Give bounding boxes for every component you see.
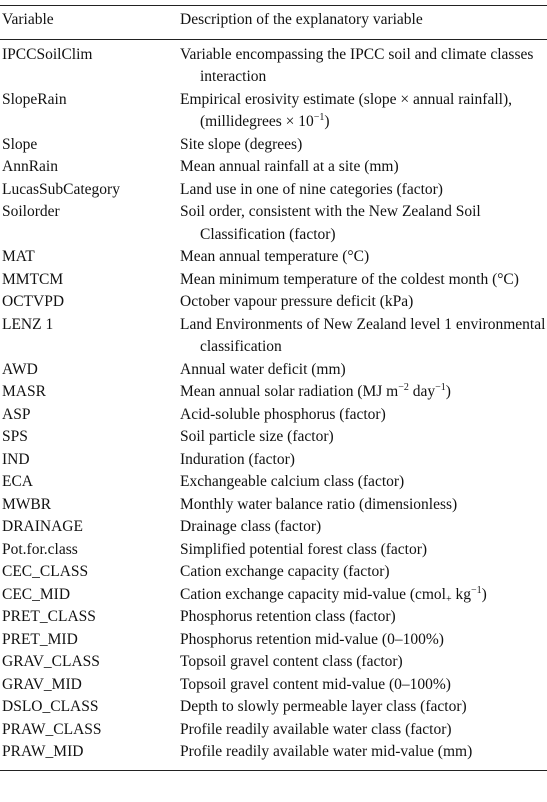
variable-name: MASR	[2, 383, 46, 400]
table-row	[0, 561, 547, 584]
table-row	[0, 314, 547, 359]
variable-description: Topsoil gravel content mid-value (0–100%)	[180, 675, 451, 693]
table-row	[0, 741, 547, 770]
table-row	[0, 269, 547, 292]
table-row	[0, 426, 547, 449]
variable-description: Depth to slowly permeable layer class (factor)	[180, 698, 467, 715]
variable-name: CEC_MID	[2, 585, 71, 603]
variable-description: Variable encompassing the IPCC soil and climate classes interaction	[180, 45, 534, 85]
variable-description: Mean minimum temperature of the coldest month (°C)	[180, 270, 519, 288]
variable-name: ASP	[2, 405, 31, 423]
variable-name: Soilorder	[2, 203, 60, 220]
variable-description: Phosphorus retention mid-value (0–100%)	[180, 630, 444, 648]
variable-name: CEC_CLASS	[2, 563, 89, 580]
variable-name: Slope	[2, 135, 38, 153]
variable-name: SPS	[2, 428, 28, 445]
variable-description: Exchangeable calcium class (factor)	[180, 473, 405, 490]
variable-name: IPCCSoilClim	[2, 45, 93, 63]
variable-name: AnnRain	[2, 158, 58, 175]
variable-description: Profile readily available water mid-value (mm)	[180, 741, 547, 770]
table-row	[0, 606, 547, 629]
variable-name: ECA	[2, 473, 33, 490]
table-row	[0, 471, 547, 494]
variable-description: Empirical erosivity estimate (slope × annual rainfall), (millidegrees × $10^{-1}$)	[180, 90, 512, 130]
variable-description: Soil order, consistent with the New Zealand Soil Classification (factor)	[180, 203, 481, 243]
variable-name: PRET_CLASS	[2, 608, 96, 625]
variable-description: Mean annual temperature (°C)	[180, 248, 370, 265]
variable-description: Phosphorus retention class (factor)	[180, 608, 396, 625]
variable-description: Soil particle size (factor)	[180, 428, 334, 445]
variable-description: Mean annual solar radiation (MJ $m^{-2}$ day$^{-1}$)	[180, 382, 451, 400]
variable-name: Pot.for.class	[2, 540, 78, 558]
table-row	[0, 696, 547, 719]
variable-name: PRET_MID	[2, 630, 78, 648]
table-row	[0, 134, 547, 157]
variable-name: MWBR	[2, 495, 52, 513]
table-row	[0, 629, 547, 652]
variable-description: Profile readily available water class (factor)	[180, 720, 452, 738]
variable-description: Monthly water balance ratio (dimensionless)	[180, 495, 458, 513]
table-row	[0, 156, 547, 179]
table-row	[0, 89, 547, 134]
table-row	[0, 516, 547, 539]
header-row	[0, 6, 547, 40]
variable-description: Cation exchange capacity mid-value (cmol$_+$ $kg^{-1}$)	[180, 584, 487, 605]
variable-name: GRAV_MID	[2, 675, 82, 693]
variable-description: Drainage class (factor)	[180, 518, 322, 535]
table-row	[0, 449, 547, 472]
table-row	[0, 39, 547, 89]
table-row	[0, 584, 547, 607]
variable-description: Topsoil gravel content class (factor)	[180, 653, 403, 670]
variable-description: Acid-soluble phosphorus (factor)	[180, 405, 386, 423]
table-row	[0, 539, 547, 562]
variable-name: LENZ 1	[2, 315, 54, 333]
table-row	[0, 179, 547, 202]
variable-description: Annual water deficit (mm)	[180, 360, 346, 378]
table-row	[0, 674, 547, 697]
table-row	[0, 246, 547, 269]
variable-description: Land use in one of nine categories (factor)	[180, 180, 443, 198]
explanatory-variables-table	[0, 5, 547, 771]
table-row	[0, 291, 547, 314]
variable-name: IND	[2, 450, 30, 468]
table-header	[0, 6, 547, 40]
variable-name: MAT	[2, 248, 35, 265]
table-row	[0, 381, 547, 404]
header-variable: Variable	[0, 6, 180, 40]
variable-name: MMTCM	[2, 270, 64, 288]
variable-name: OCTVPD	[2, 293, 65, 310]
table-row	[0, 494, 547, 517]
variable-description: October vapour pressure deficit (kPa)	[180, 293, 414, 310]
variable-description: Induration (factor)	[180, 450, 295, 468]
variable-name: GRAV_CLASS	[2, 653, 100, 670]
variable-name: LucasSubCategory	[2, 180, 120, 198]
header-description: Description of the explanatory variable	[180, 6, 547, 40]
variable-description: Simplified potential forest class (factor)	[180, 540, 428, 558]
variable-description: Site slope (degrees)	[180, 135, 303, 153]
variable-name: PRAW_CLASS	[2, 720, 102, 738]
variable-name: DRAINAGE	[2, 518, 83, 535]
variable-name: PRAW_MID	[0, 741, 180, 770]
table-row	[0, 404, 547, 427]
table-row	[0, 359, 547, 382]
table-row	[0, 651, 547, 674]
variable-description: Mean annual rainfall at a site (mm)	[180, 158, 399, 175]
variable-description: Land Environments of New Zealand level 1 environmental classification	[180, 315, 546, 355]
variable-name: AWD	[2, 360, 38, 378]
table-row	[0, 201, 547, 246]
table-row	[0, 719, 547, 742]
variable-name: DSLO_CLASS	[2, 698, 99, 715]
variable-description: Cation exchange capacity (factor)	[180, 563, 390, 580]
variable-name: SlopeRain	[2, 90, 67, 108]
